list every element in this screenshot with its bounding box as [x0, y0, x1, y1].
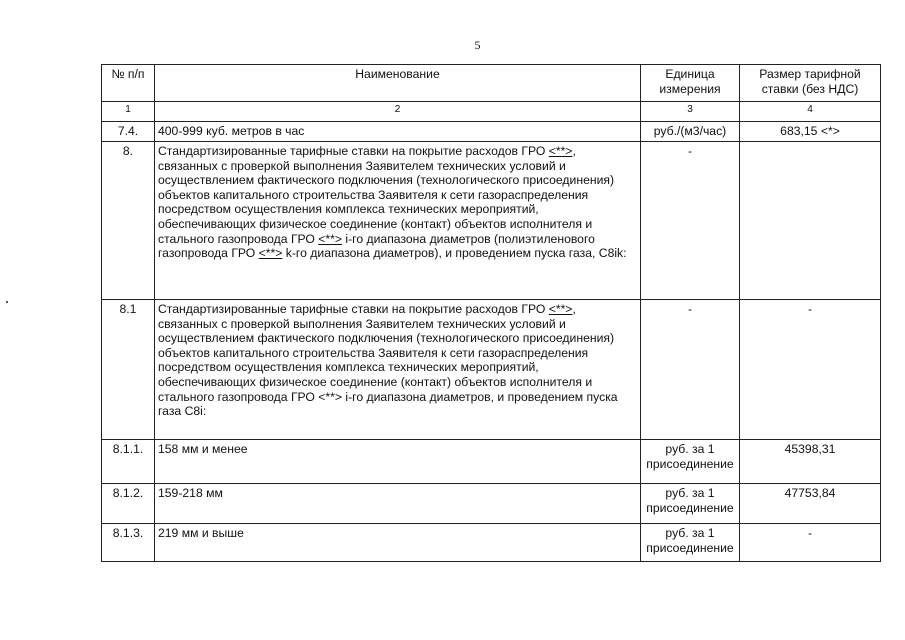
index-cell: 3 — [641, 102, 740, 122]
row-name-text: Стандартизированные тарифные ставки на покрытие расходов ГРО — [158, 302, 549, 316]
row-unit: руб. за 1 присоединение — [641, 440, 740, 484]
row-name: 159-218 мм — [155, 484, 641, 524]
row-value: 47753,84 — [740, 484, 881, 524]
row-name-text: Стандартизированные тарифные ставки на покрытие расходов ГРО — [158, 144, 549, 158]
table-row — [102, 142, 881, 300]
footnote-link[interactable]: <**> — [258, 246, 283, 261]
row-number: 7.4. — [102, 122, 155, 142]
row-name-text: , связанных с проверкой выполнения Заявителем технических условий и осуществлением фактического подключения (технологического присоединения) объектов капитального строительства Заявителя к сети газораспределения посредством осуществления комплекса технических мероприятий, обеспечивающих физическое соединение (контакт) объектов исполнителя и стального газопровода ГРО — [158, 144, 615, 246]
row-value: 45398,31 — [740, 440, 881, 484]
table-row — [102, 440, 881, 484]
table-row — [102, 300, 881, 440]
index-cell: 2 — [155, 102, 641, 122]
row-value: 683,15 <*> — [740, 122, 881, 142]
scan-dot — [6, 301, 8, 303]
index-cell: 4 — [740, 102, 881, 122]
row-name-text: , связанных с проверкой выполнения Заявителем технических условий и осуществлением фактического подключения (технологического присоединения) объектов капитального строительства Заявителя к сети газораспределения посредством осуществления комплекса технических мероприятий, обеспечивающих физическое соединение (контакт) объектов исполнителя и стального газопровода ГРО <**> i-го диапазона диаметров, и проведением пуска газа C8i: — [158, 302, 618, 419]
footnote-link[interactable]: <**> — [548, 144, 573, 158]
row-unit: руб. за 1 присоединение — [641, 484, 740, 524]
row-name: 400-999 куб. метров в час — [155, 122, 641, 142]
row-unit: - — [641, 300, 740, 440]
header-rate: Размер тарифной ставки (без НДС) — [740, 65, 881, 102]
index-row — [102, 102, 881, 122]
header-unit: Единица измерения — [641, 65, 740, 102]
table-row — [102, 122, 881, 142]
row-number: 8.1.3. — [102, 524, 155, 562]
row-number: 8.1.1. — [102, 440, 155, 484]
row-name — [155, 300, 641, 440]
row-number: 8.1 — [102, 300, 155, 440]
table-row — [102, 524, 881, 562]
table-row — [102, 484, 881, 524]
row-unit: - — [641, 142, 740, 300]
row-name-text: k-го диапазона диаметров), и проведением пуска газа, C8ik: — [282, 246, 627, 261]
row-unit: руб. за 1 присоединение — [641, 524, 740, 562]
header-name: Наименование — [155, 65, 641, 102]
page-number: 5 — [474, 38, 481, 52]
footnote-link[interactable]: <**> — [548, 302, 573, 316]
tariff-table — [101, 64, 881, 562]
index-cell: 1 — [102, 102, 155, 122]
row-unit: руб./(м3/час) — [641, 122, 740, 142]
row-value — [740, 142, 881, 300]
row-number: 8. — [102, 142, 155, 300]
row-name: 219 мм и выше — [155, 524, 641, 562]
row-value: - — [740, 524, 881, 562]
row-value: - — [740, 300, 881, 440]
row-name — [155, 142, 641, 300]
row-name: 158 мм и менее — [155, 440, 641, 484]
header-number: № п/п — [102, 65, 155, 102]
header-row — [102, 65, 881, 102]
row-number: 8.1.2. — [102, 484, 155, 524]
footnote-link[interactable]: <**> — [318, 231, 343, 246]
row-name-text: i-го диапазона диаметров (полиэтиленового газопровода ГРО — [158, 231, 595, 261]
